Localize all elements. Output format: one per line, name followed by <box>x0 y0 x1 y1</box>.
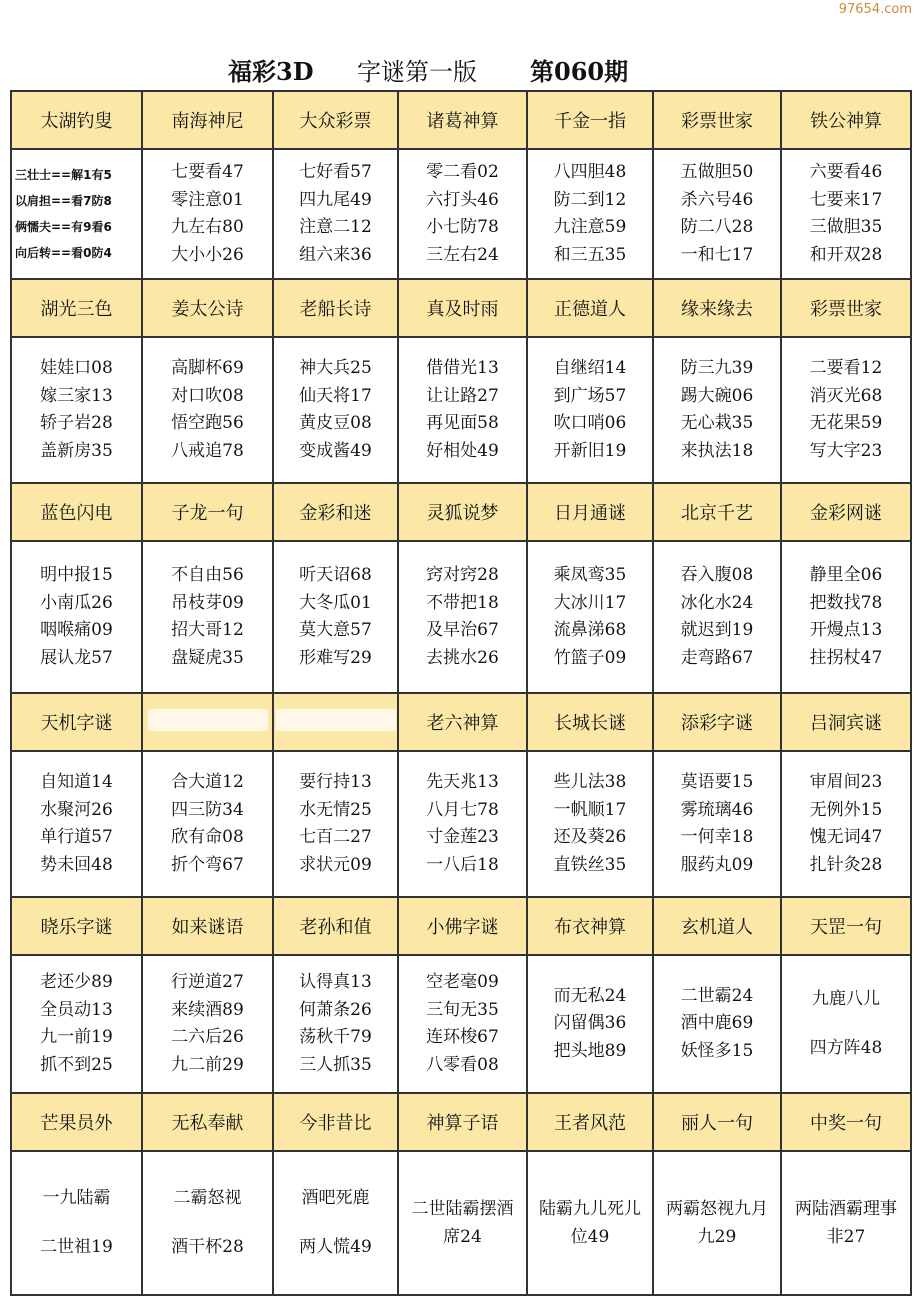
riddle-line: 吹口哨06 <box>553 413 627 433</box>
riddle-line <box>143 1212 272 1234</box>
riddle-cell <box>527 751 653 897</box>
riddle-line: 一八后18 <box>426 854 499 875</box>
column-header: 金彩和迷 <box>273 483 398 541</box>
header-row <box>11 693 911 751</box>
riddle-cell <box>273 149 398 279</box>
riddle-line: 自继绍14 <box>553 358 627 378</box>
redacted-header <box>276 709 396 731</box>
riddle-line: 认得真13 <box>299 972 372 992</box>
column-header: 大众彩票 <box>273 91 398 149</box>
riddle-line: 陆霸九儿死儿位49 <box>539 1199 641 1247</box>
riddle-line: 开新旧19 <box>553 440 627 461</box>
riddle-line: 写大字23 <box>809 440 883 461</box>
riddle-line: 些儿法38 <box>553 772 627 792</box>
riddle-line: 直铁丝35 <box>553 854 627 875</box>
column-header: 王者风范 <box>527 1093 653 1151</box>
riddle-line: 六打头46 <box>426 189 499 210</box>
column-header: 太湖钓叟 <box>11 91 142 149</box>
riddle-line: 静里全06 <box>809 565 883 585</box>
riddle-line: 三壮士==解1有5 <box>15 168 112 182</box>
riddle-line: 老还少89 <box>40 972 113 992</box>
riddle-line: 杀六号46 <box>680 189 754 210</box>
riddle-line: 两陆酒霸理事非27 <box>795 1199 897 1247</box>
riddle-line: 合大道12 <box>171 772 244 792</box>
page-title <box>0 52 920 86</box>
riddle-line: 九一前19 <box>40 1027 113 1047</box>
riddle-cell <box>527 337 653 483</box>
column-header: 彩票世家 <box>653 91 781 149</box>
riddle-line: 和三五35 <box>553 244 627 265</box>
riddle-line: 闪留偶36 <box>553 1013 627 1034</box>
edition-name: 字谜第一版 <box>357 58 477 86</box>
riddle-line: 小七防78 <box>426 217 499 237</box>
riddle-line: 防二八28 <box>680 217 754 237</box>
column-header: 蓝色闪电 <box>11 483 142 541</box>
column-header: 老六神算 <box>398 693 527 751</box>
riddle-line: 三左右24 <box>426 244 499 265</box>
content-row <box>11 955 911 1093</box>
header-row <box>11 91 911 149</box>
riddle-line: 吊枝芽09 <box>171 592 244 613</box>
riddle-line: 踢大碗06 <box>680 385 754 406</box>
riddle-cell <box>273 955 398 1093</box>
riddle-line: 不自由56 <box>171 565 244 585</box>
riddle-line <box>782 1013 910 1035</box>
riddle-line: 求状元09 <box>299 854 372 875</box>
riddle-line: 和开双28 <box>809 244 883 265</box>
riddle-line: 二六后26 <box>171 1027 244 1047</box>
riddle-line: 两霸怒视九月九29 <box>666 1199 768 1247</box>
riddle-line: 九二前29 <box>171 1054 244 1075</box>
riddle-line: 八四胆48 <box>553 162 627 182</box>
riddle-line: 单行道57 <box>40 827 113 847</box>
riddle-cell <box>527 149 653 279</box>
riddle-line: 七百二27 <box>299 827 372 847</box>
riddle-line: 走弯路67 <box>680 647 754 668</box>
riddle-line: 明中报15 <box>40 565 113 585</box>
riddle-cell <box>527 1151 653 1295</box>
riddle-line: 二世霸24 <box>680 985 754 1006</box>
riddle-line: 俩懦夫==有9看6 <box>15 220 112 234</box>
riddle-line: 借借光13 <box>426 358 499 378</box>
riddle-cell <box>398 955 527 1093</box>
riddle-line: 防三九39 <box>680 358 754 378</box>
riddle-line: 先天兆13 <box>426 772 499 792</box>
riddle-line: 全员动13 <box>40 999 113 1020</box>
riddle-line: 咽喉痛09 <box>40 620 113 640</box>
riddle-line: 神大兵25 <box>299 358 372 378</box>
riddle-line: 一九陆霸 <box>42 1187 111 1208</box>
riddle-line: 雾琉璃46 <box>680 799 754 820</box>
riddle-line: 自知道14 <box>40 772 113 792</box>
column-header: 天罡一句 <box>781 897 911 955</box>
column-header: 北京千艺 <box>653 483 781 541</box>
column-header: 如来谜语 <box>142 897 273 955</box>
riddle-cell <box>527 541 653 693</box>
column-header: 老船长诗 <box>273 279 398 337</box>
riddle-line: 三旬无35 <box>426 999 499 1020</box>
riddle-line: 连环梭67 <box>426 1027 499 1047</box>
column-header: 丽人一句 <box>653 1093 781 1151</box>
riddle-line: 到广场57 <box>553 385 627 406</box>
riddle-cell <box>142 337 273 483</box>
riddle-line: 三做胆35 <box>809 217 883 237</box>
riddle-line: 四方阵48 <box>809 1038 883 1058</box>
riddle-line: 势未回48 <box>40 854 113 875</box>
riddle-line: 大冰川17 <box>553 592 627 613</box>
riddle-cell <box>527 955 653 1093</box>
riddle-line: 寸金莲23 <box>426 827 499 847</box>
riddle-cell <box>653 1151 781 1295</box>
riddle-cell <box>781 149 911 279</box>
riddle-line: 三人抓35 <box>299 1054 372 1075</box>
column-header: 缘来缘去 <box>653 279 781 337</box>
riddle-line: 竹篮子09 <box>553 647 627 668</box>
column-header: 晓乐字谜 <box>11 897 142 955</box>
riddle-cell <box>273 751 398 897</box>
riddle-line: 零二看02 <box>426 162 499 182</box>
riddle-line: 小南瓜26 <box>40 592 113 613</box>
column-header: 天机字谜 <box>11 693 142 751</box>
column-header: 布衣神算 <box>527 897 653 955</box>
riddle-line: 吞入腹08 <box>680 565 754 585</box>
riddle-line: 零注意01 <box>171 189 244 210</box>
riddle-cell <box>398 149 527 279</box>
riddle-line: 七好看57 <box>299 162 372 182</box>
riddle-line: 对口吹08 <box>171 385 244 406</box>
riddle-line: 空老毫09 <box>426 972 499 992</box>
riddle-line: 行逆道27 <box>171 972 244 992</box>
content-row <box>11 1151 911 1295</box>
riddle-line: 八戒追78 <box>171 440 244 461</box>
riddle-line: 以肩担==看7防8 <box>15 194 112 208</box>
riddle-line: 二世陆霸摆酒席24 <box>411 1199 514 1247</box>
column-header: 真及时雨 <box>398 279 527 337</box>
site-watermark: 97654.com <box>838 2 912 17</box>
riddle-line: 窍对窍28 <box>426 565 499 585</box>
riddle-cell <box>653 751 781 897</box>
column-header: 灵狐说梦 <box>398 483 527 541</box>
riddle-line: 一何幸18 <box>680 827 754 847</box>
riddle-line: 盖新房35 <box>40 440 113 461</box>
riddle-line: 冰化水24 <box>680 592 754 613</box>
riddle-line: 组六来36 <box>299 244 372 265</box>
riddle-line: 欣有命08 <box>171 827 244 847</box>
riddle-line: 就迟到19 <box>680 620 754 640</box>
riddle-line: 把数找78 <box>809 592 883 613</box>
riddle-line: 悟空跑56 <box>171 413 244 433</box>
riddle-line: 让让路27 <box>426 385 499 406</box>
riddle-cell <box>273 541 398 693</box>
riddle-line: 轿子岩28 <box>40 413 113 433</box>
riddle-cell <box>11 149 142 279</box>
riddle-line: 一帆顺17 <box>553 799 627 820</box>
riddle-line: 流鼻涕68 <box>553 620 627 640</box>
riddle-line: 把头地89 <box>553 1040 627 1061</box>
riddle-line: 听天诏68 <box>299 565 372 585</box>
riddle-line: 注意二12 <box>299 217 372 237</box>
riddle-line: 盘疑虎35 <box>171 647 244 668</box>
content-row <box>11 337 911 483</box>
column-header: 老孙和值 <box>273 897 398 955</box>
riddle-cell <box>11 955 142 1093</box>
riddle-cell <box>781 337 911 483</box>
column-header <box>273 693 398 751</box>
column-header <box>142 693 273 751</box>
riddle-cell <box>142 149 273 279</box>
riddle-cell <box>398 541 527 693</box>
header-row <box>11 279 911 337</box>
riddle-line: 审眉间23 <box>809 772 883 792</box>
column-header: 吕洞宾谜 <box>781 693 911 751</box>
riddle-line: 抓不到25 <box>40 1054 113 1075</box>
riddle-line: 九鹿八儿 <box>812 988 880 1009</box>
riddle-line: 八月七78 <box>426 799 499 820</box>
riddle-line: 向后转==看0防4 <box>15 246 112 260</box>
riddle-line: 防二到12 <box>553 189 627 210</box>
issue-number: 第060期 <box>530 57 629 86</box>
riddle-cell <box>398 751 527 897</box>
riddle-line: 乘凤鸾35 <box>553 565 627 585</box>
riddle-line: 要行持13 <box>299 772 372 792</box>
riddle-cell <box>781 751 911 897</box>
riddle-line: 招大哥12 <box>171 620 244 640</box>
riddle-cell <box>398 1151 527 1295</box>
riddle-line: 五做胆50 <box>680 162 754 182</box>
riddle-line: 开熳点13 <box>809 620 883 640</box>
lottery-name: 福彩3D <box>228 57 314 86</box>
riddle-cell <box>11 1151 142 1295</box>
riddle-line: 二要看12 <box>809 358 883 378</box>
riddle-cell <box>142 541 273 693</box>
riddle-line: 去挑水26 <box>426 647 499 668</box>
riddle-line <box>274 1212 397 1234</box>
column-header: 彩票世家 <box>781 279 911 337</box>
riddle-line: 一和七17 <box>680 244 754 265</box>
riddle-cell <box>398 337 527 483</box>
column-header: 姜太公诗 <box>142 279 273 337</box>
riddle-cell <box>142 955 273 1093</box>
riddle-line: 扎针灸28 <box>809 854 883 875</box>
riddle-line: 莫大意57 <box>299 620 372 640</box>
riddle-line: 折个弯67 <box>171 854 244 875</box>
column-header: 长城长谜 <box>527 693 653 751</box>
riddle-line: 服药丸09 <box>680 854 754 875</box>
header-row <box>11 1093 911 1151</box>
riddle-line: 莫语要15 <box>680 772 754 792</box>
riddle-line: 来执法18 <box>680 440 754 461</box>
column-header: 芒果员外 <box>11 1093 142 1151</box>
column-header: 铁公神算 <box>781 91 911 149</box>
column-header: 添彩字谜 <box>653 693 781 751</box>
riddle-line: 不带把18 <box>426 592 499 613</box>
column-header: 无私奉献 <box>142 1093 273 1151</box>
redacted-header <box>148 709 268 731</box>
riddle-line: 仙天将17 <box>299 385 372 406</box>
riddle-line: 六要看46 <box>809 162 883 182</box>
riddle-line: 再见面58 <box>426 413 499 433</box>
riddle-cell <box>11 541 142 693</box>
riddle-line: 无花果59 <box>809 413 883 433</box>
riddle-line: 来续酒89 <box>171 999 244 1020</box>
riddle-line: 娃娃口08 <box>40 358 113 378</box>
riddle-line: 酒干杯28 <box>171 1237 244 1257</box>
riddle-line: 愧无词47 <box>809 827 883 847</box>
column-header: 神算子语 <box>398 1093 527 1151</box>
riddle-line: 形难写29 <box>299 647 372 668</box>
header-row <box>11 897 911 955</box>
column-header: 玄机道人 <box>653 897 781 955</box>
riddle-cell <box>653 955 781 1093</box>
riddle-cell <box>273 1151 398 1295</box>
riddle-line: 二霸怒视 <box>173 1187 242 1208</box>
content-row <box>11 751 911 897</box>
column-header: 小佛字谜 <box>398 897 527 955</box>
riddle-cell <box>653 337 781 483</box>
content-row <box>11 149 911 279</box>
riddle-line: 好相处49 <box>426 440 499 461</box>
column-header: 今非昔比 <box>273 1093 398 1151</box>
riddle-cell <box>653 149 781 279</box>
column-header: 诸葛神算 <box>398 91 527 149</box>
riddle-line: 变成酱49 <box>299 440 372 461</box>
riddle-line: 无例外15 <box>809 799 883 820</box>
riddle-line: 酒中鹿69 <box>680 1013 754 1034</box>
column-header: 金彩网谜 <box>781 483 911 541</box>
riddle-line: 黄皮豆08 <box>299 413 372 433</box>
column-header: 中奖一句 <box>781 1093 911 1151</box>
riddle-line: 七要看47 <box>171 162 244 182</box>
column-header: 日月通谜 <box>527 483 653 541</box>
riddle-line: 及早治67 <box>426 620 499 640</box>
riddle-line: 四三防34 <box>171 799 244 820</box>
header-row <box>11 483 911 541</box>
riddle-line: 荡秋千79 <box>299 1027 372 1047</box>
column-header: 正德道人 <box>527 279 653 337</box>
riddle-cell <box>142 751 273 897</box>
riddle-line: 酒吧死鹿 <box>301 1187 370 1208</box>
riddle-line: 何萧条26 <box>299 999 372 1020</box>
column-header: 千金一指 <box>527 91 653 149</box>
riddle-line: 大冬瓜01 <box>299 592 372 613</box>
column-header: 南海神尼 <box>142 91 273 149</box>
riddle-line: 水无情25 <box>299 799 372 820</box>
riddle-line: 二世祖19 <box>40 1237 113 1257</box>
riddle-table <box>10 90 912 1296</box>
riddle-line: 消灭光68 <box>809 385 883 406</box>
riddle-line: 高脚杯69 <box>171 358 244 378</box>
riddle-line: 拄拐杖47 <box>809 647 883 668</box>
riddle-cell <box>273 337 398 483</box>
column-header: 湖光三色 <box>11 279 142 337</box>
riddle-line: 水聚河26 <box>40 799 113 820</box>
riddle-line: 无心栽35 <box>680 413 754 433</box>
riddle-cell <box>142 1151 273 1295</box>
riddle-line: 九左右80 <box>171 217 244 237</box>
riddle-line: 而无私24 <box>553 985 627 1006</box>
riddle-line: 两人慌49 <box>299 1237 372 1257</box>
riddle-line: 四九尾49 <box>299 189 372 210</box>
riddle-line: 还及葵26 <box>553 827 627 847</box>
riddle-line: 七要来17 <box>809 189 883 210</box>
riddle-cell <box>11 337 142 483</box>
riddle-line: 展认龙57 <box>40 647 113 668</box>
riddle-line <box>12 1212 141 1234</box>
riddle-cell <box>781 955 911 1093</box>
riddle-cell <box>653 541 781 693</box>
column-header: 子龙一句 <box>142 483 273 541</box>
content-row <box>11 541 911 693</box>
riddle-line: 大小小26 <box>171 244 244 265</box>
riddle-line: 妖怪多15 <box>680 1040 754 1061</box>
riddle-line: 九注意59 <box>553 217 627 237</box>
riddle-cell <box>781 1151 911 1295</box>
riddle-cell <box>781 541 911 693</box>
riddle-line: 八零看08 <box>426 1054 499 1075</box>
riddle-cell <box>11 751 142 897</box>
riddle-line: 嫁三家13 <box>40 385 113 406</box>
